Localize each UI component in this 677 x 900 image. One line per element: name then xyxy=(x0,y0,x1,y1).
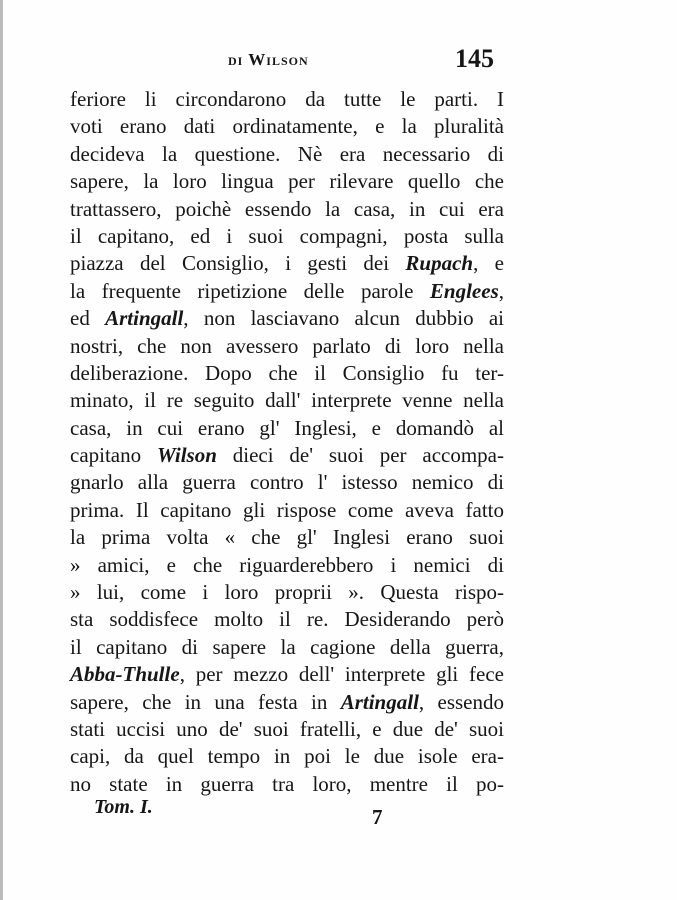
text-segment: sapere, la loro lingua per rilevare quello che xyxy=(70,169,504,194)
text-line xyxy=(70,415,504,442)
text-segment: la frequente ripetizione delle parole xyxy=(70,278,430,303)
italic-name: Rupach xyxy=(405,251,474,276)
text-segment: , essendo xyxy=(418,689,504,714)
text-line xyxy=(70,387,504,414)
text-segment: » lui, come i loro proprii ». Questa rispo- xyxy=(70,580,504,605)
text-line xyxy=(70,634,504,661)
page-number: 145 xyxy=(455,44,494,73)
text-line xyxy=(70,196,504,223)
text-segment: decideva la questione. Nè era necessario di xyxy=(70,141,504,166)
text-segment: , xyxy=(498,278,504,303)
text-segment: stati uccisi uno de' suoi fratelli, e due de' suoi xyxy=(70,716,504,741)
text-segment: , per mezzo dell' interprete gli fece xyxy=(179,662,504,687)
italic-name: Artingall xyxy=(105,306,184,331)
text-segment: , non lasciavano alcun dubbio ai xyxy=(183,306,504,331)
text-segment: feriore li circondarono da tutte le parti. I xyxy=(70,87,504,111)
text-line xyxy=(70,333,504,360)
italic-name: Abba-Thulle xyxy=(70,662,180,687)
text-line xyxy=(70,278,504,305)
italic-name: Artingall xyxy=(340,689,419,714)
text-line xyxy=(70,305,504,332)
text-segment: prima. Il capitano gli rispose come aveva fatto xyxy=(70,497,504,522)
text-segment: ed xyxy=(70,306,106,331)
text-line xyxy=(70,168,504,195)
text-segment: piazza del Consiglio, i gesti dei xyxy=(70,251,406,276)
text-segment: capi, da quel tempo in poi le due isole era- xyxy=(70,744,504,769)
text-segment: no state in guerra tra loro, mentre il po- xyxy=(70,771,504,796)
text-segment: voti erano dati ordinatamente, e la pluralità xyxy=(70,114,504,139)
text-line xyxy=(70,360,504,387)
text-segment: il capitano di sapere la cagione della guerra, xyxy=(70,634,504,659)
italic-name: Wilson xyxy=(156,443,217,468)
text-line xyxy=(70,442,504,469)
text-line xyxy=(70,716,504,743)
text-line xyxy=(70,689,504,716)
text-line xyxy=(70,113,504,140)
text-line xyxy=(70,661,504,688)
text-segment: la prima volta « che gl' Inglesi erano suoi xyxy=(70,525,504,550)
text-line xyxy=(70,141,504,168)
text-segment: il capitano, ed i suoi compagni, posta sulla xyxy=(70,223,504,248)
body-text xyxy=(70,86,504,798)
text-segment: deliberazione. Dopo che il Consiglio fu ter- xyxy=(70,360,504,385)
text-segment: , e xyxy=(473,251,505,276)
text-line xyxy=(70,497,504,524)
text-line xyxy=(70,552,504,579)
text-line xyxy=(70,223,504,250)
text-segment: sapere, che in una festa in xyxy=(70,689,341,714)
text-segment: nostri, che non avessero parlato di loro nella xyxy=(70,333,504,358)
text-segment: gnarlo alla guerra contro l' istesso nemico di xyxy=(70,470,504,495)
running-head: di Wilson xyxy=(228,50,309,69)
signature-mark: 7 xyxy=(372,805,383,829)
text-line xyxy=(70,606,504,633)
text-segment: minato, il re seguito dall' interprete venne nella xyxy=(70,388,504,413)
italic-name: Englees xyxy=(429,278,499,303)
text-line xyxy=(70,250,504,277)
text-segment: capitano xyxy=(70,443,157,468)
page-edge xyxy=(0,0,3,900)
text-line xyxy=(70,469,504,496)
text-line xyxy=(70,524,504,551)
text-segment: » amici, e che riguarderebbero i nemici di xyxy=(70,552,504,577)
text-segment: dieci de' suoi per accompa- xyxy=(216,443,504,468)
text-line xyxy=(70,579,504,606)
text-segment: trattassero, poichè essendo la casa, in cui era xyxy=(70,196,504,221)
text-segment: sta soddisfece molto il re. Desiderando però xyxy=(70,607,504,632)
text-segment: casa, in cui erano gl' Inglesi, e domandò al xyxy=(70,415,504,440)
text-line xyxy=(70,771,504,798)
volume-label: Tom. I. xyxy=(94,796,153,818)
text-line xyxy=(70,86,504,113)
text-line xyxy=(70,743,504,770)
